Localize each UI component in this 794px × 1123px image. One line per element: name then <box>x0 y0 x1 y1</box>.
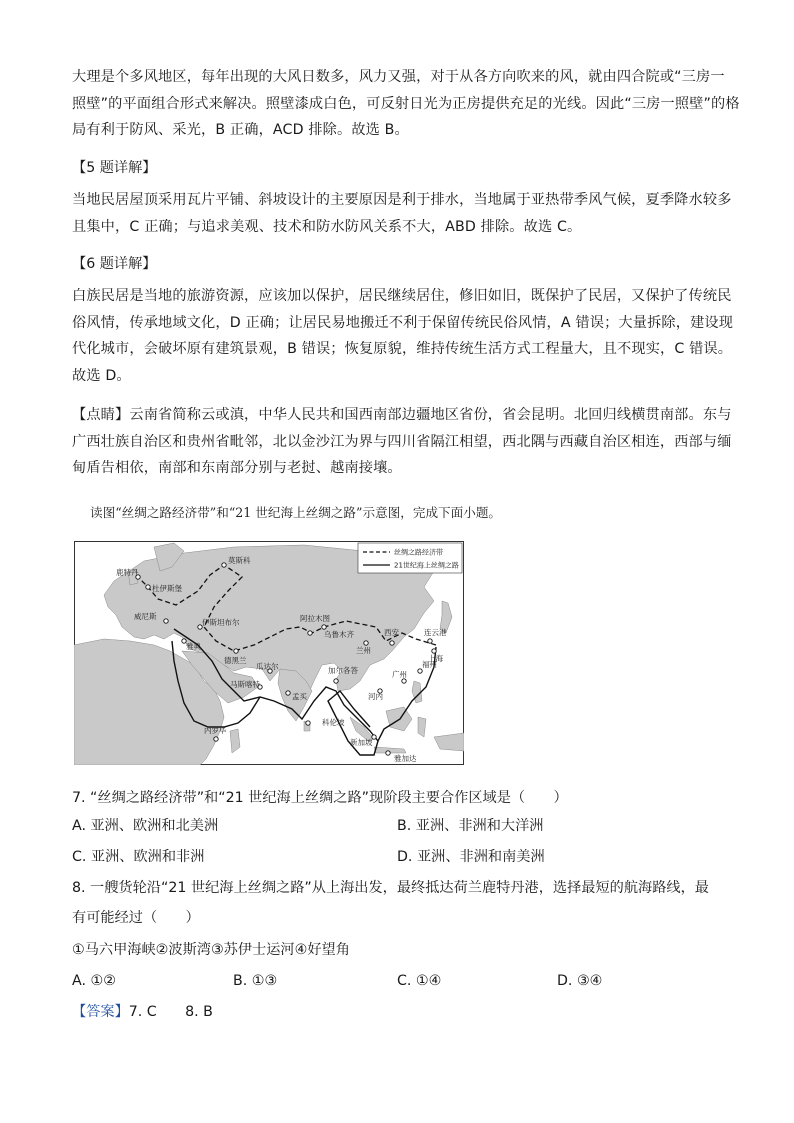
city-dot-urumqi <box>322 625 326 629</box>
map-legend <box>358 543 462 573</box>
label-shanghai: 上海 <box>428 654 443 663</box>
q4-explanation <box>72 64 740 144</box>
text-line: 白族民居是当地的旅游资源，应该加以保护，居民继续居住，修旧如旧，既保护了民居，又保护了传统民 <box>72 288 732 304</box>
city-dot-duisburg <box>146 585 150 589</box>
text-line: 局有利于防风、采光，B 正确，ACD 排除。故选 B。 <box>72 122 409 138</box>
city-dot-guangzhou <box>402 679 406 683</box>
text-line: 代化城市，会破坏原有建筑景观，B 错误；恢复原貌，维持传统生活方式工程量大，且不现实，C 错误。 <box>72 341 733 357</box>
map-question-intro: 读图“丝绸之路经济带”和“21 世纪海上丝绸之路”示意图，完成下面小题。 <box>90 505 502 520</box>
label-venice: 威尼斯 <box>134 612 157 621</box>
label-duisburg: 杜伊斯堡 <box>152 584 182 593</box>
q8-option-a: A. ①② <box>72 973 116 989</box>
text-line: 故选 D。 <box>72 367 131 384</box>
q5-explanation <box>72 187 732 240</box>
note-paragraph <box>72 402 732 482</box>
label-guangzhou: 广州 <box>392 670 407 679</box>
label-singapore: 新加坡 <box>350 738 373 747</box>
answer-tag: 【答案】 <box>72 1004 129 1020</box>
city-dot-tehran <box>234 649 238 653</box>
label-muscat: 马斯喀特 <box>230 680 260 689</box>
label-istanbul: 伊斯坦布尔 <box>202 618 240 627</box>
q7-option-c: C. 亚洲、欧洲和非洲 <box>72 849 205 865</box>
text-line: 广西壮族自治区和贵州省毗邻，北以金沙江为界与四川省隔江相望，西北隅与西藏自治区相连，西部与缅 <box>72 433 732 450</box>
city-dot-venice <box>164 619 168 623</box>
legend-sea-route: 21世纪海上丝绸之路 <box>394 561 459 570</box>
city-dot-moscow <box>222 563 226 567</box>
q7-option-b: B. 亚洲、非洲和大洋洲 <box>397 818 544 834</box>
label-lanzhou: 兰州 <box>356 646 371 655</box>
label-fuzhou: 福州 <box>422 660 437 669</box>
label-calcutta: 加尔各答 <box>328 666 358 675</box>
city-dot-shanghai <box>432 649 436 653</box>
legend-land-route: 丝绸之路经济带 <box>394 548 443 557</box>
q6-explanation <box>72 283 734 389</box>
q6-heading: 【6 题详解】 <box>72 256 157 272</box>
label-almaty: 阿拉木图 <box>300 614 330 623</box>
label-colombo: 科伦坡 <box>322 718 345 727</box>
q8-items: ①马六甲海峡②波斯湾③苏伊士运河④好望角 <box>72 942 350 958</box>
q8-option-c: C. ①④ <box>397 973 442 989</box>
label-nairobi: 内罗毕 <box>204 726 227 735</box>
answer-values: 7. C 8. B <box>128 1004 213 1020</box>
text-line: 俗风情，传承地域文化，D 正确；让居民易地搬迁不利于保留传统民俗风情，A 错误；大量拆除，建设现 <box>72 314 734 331</box>
label-tehran: 德黑兰 <box>224 656 247 665</box>
q8-stem-line1: 8. 一艘货轮沿“21 世纪海上丝绸之路”从上海出发，最终抵达荷兰鹿特丹港，选择最短的航海路线，最 <box>72 880 709 896</box>
city-dot-calcutta <box>334 679 338 683</box>
city-dot-almaty <box>308 631 312 635</box>
text-line: 照壁”的平面组合形式来解决。照壁漆成白色，可反射日光为正房提供充足的光线。因此“三房一照壁”的格 <box>72 95 740 112</box>
label-gwadar: 瓜达尔 <box>256 662 279 671</box>
q8-option-b: B. ①③ <box>233 973 278 989</box>
label-rotterdam: 鹿特丹 <box>116 568 139 577</box>
q8-stem-line2: 有可能经过（ ） <box>72 910 200 926</box>
label-lianyungang: 连云港 <box>424 628 447 637</box>
text-line: 甸盾告相依，南部和东南部分别与老挝、越南接壤。 <box>72 460 402 476</box>
text-line: 且集中，C 正确；与追求美观、技术和防水防风关系不大，ABD 排除。故选 C。 <box>72 218 582 235</box>
label-mumbai: 孟买 <box>292 692 307 701</box>
q7-stem: 7. “丝绸之路经济带”和“21 世纪海上丝绸之路”现阶段主要合作区域是（ ） <box>72 790 568 806</box>
label-xian: 西安 <box>384 628 399 637</box>
silk-road-map <box>74 541 464 765</box>
answer-line <box>72 1000 213 1024</box>
city-dot-fuzhou <box>418 669 422 673</box>
text-line: 当地民居屋顶采用瓦片平铺、斜坡设计的主要原因是利于排水，当地属于亚热带季风气候，夏季降水较多 <box>72 192 732 208</box>
q8-option-d: D. ③④ <box>557 973 603 989</box>
city-dot-mumbai <box>286 691 290 695</box>
q7-option-d: D. 亚洲、非洲和南美洲 <box>397 849 545 865</box>
city-dot-colombo <box>306 721 310 725</box>
label-hanoi: 河内 <box>368 692 383 701</box>
city-dot-lanzhou <box>364 641 368 645</box>
q5-heading: 【5 题详解】 <box>72 160 157 176</box>
text-line: 大理是个多风地区，每年出现的大风日数多，风力又强，对于从各方向吹来的风，就由四合院或“三房一 <box>72 69 725 85</box>
map-svg <box>74 541 464 765</box>
text-line: 【点睛】云南省简称云或滇，中华人民共和国西南部边疆地区省份，省会昆明。北回归线横贯南部。东与 <box>72 407 732 423</box>
city-dot-lianyungang <box>428 639 432 643</box>
label-jakarta: 雅加达 <box>394 754 417 763</box>
city-dot-xian <box>390 641 394 645</box>
label-athens: 雅典 <box>186 642 201 651</box>
label-moscow: 莫斯科 <box>228 556 251 565</box>
label-urumqi: 乌鲁木齐 <box>324 630 354 639</box>
city-dot-nairobi <box>214 737 218 741</box>
city-dot-jakarta <box>386 751 390 755</box>
q7-option-a: A. 亚洲、欧洲和北美洲 <box>72 818 219 834</box>
